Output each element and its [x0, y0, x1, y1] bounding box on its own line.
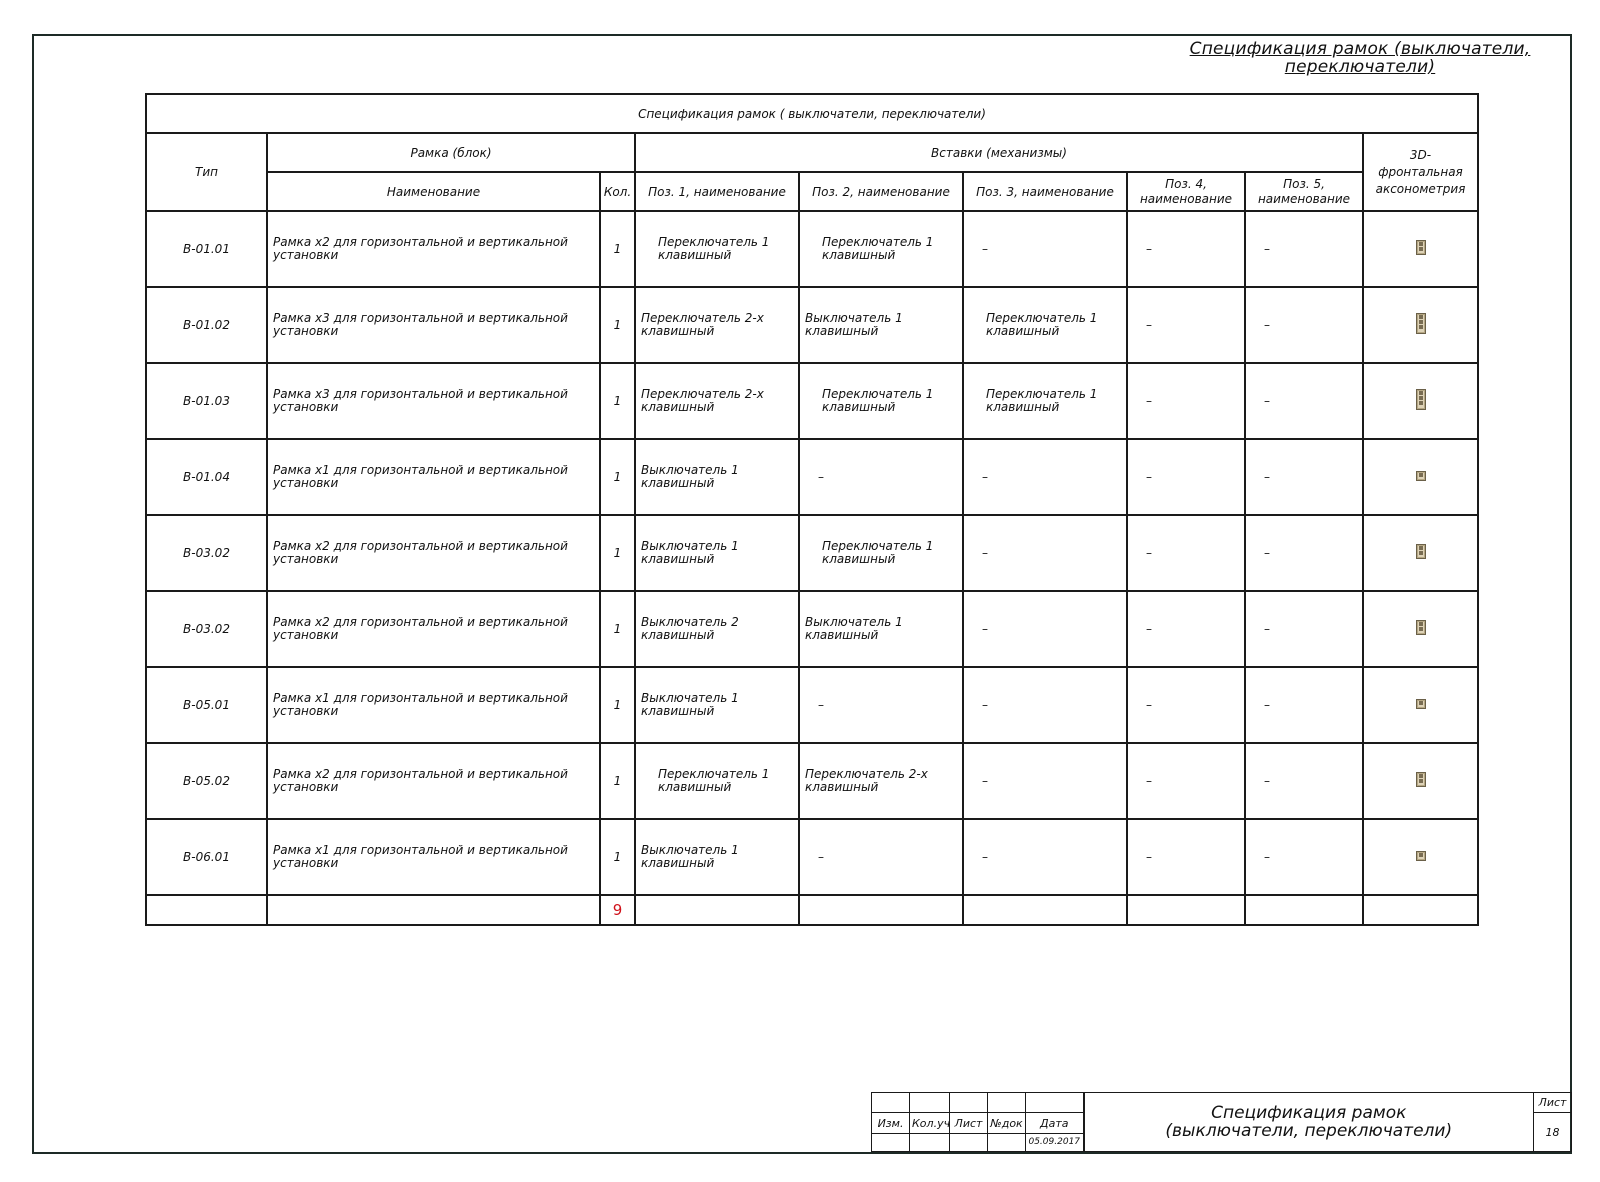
header-qty: Кол.	[600, 172, 635, 211]
cell-name: Рамка х3 для горизонтальной и вертикальной установки	[267, 363, 600, 439]
cell-axonometry	[1363, 287, 1478, 363]
cell-pos4: –	[1127, 743, 1245, 819]
cell-pos4: –	[1127, 515, 1245, 591]
cell-pos4: –	[1127, 287, 1245, 363]
page-title-line-2: переключатели)	[1284, 57, 1436, 77]
cell-pos4: –	[1127, 819, 1245, 895]
frame-2-icon	[1416, 772, 1426, 787]
cell-type: В-01.04	[146, 439, 267, 515]
stamp-title-line-2: (выключатели, переключатели)	[1165, 1121, 1453, 1141]
total-row	[146, 895, 1478, 925]
cell-type: В-01.01	[146, 211, 267, 287]
frame-3-icon	[1416, 313, 1426, 334]
header-name: Наименование	[267, 172, 600, 211]
frame-3-icon	[1416, 389, 1426, 410]
stamp-title	[1084, 1093, 1534, 1152]
cell-type: В-05.01	[146, 667, 267, 743]
cell-pos1: Переключатель 1 клавишный	[635, 211, 799, 287]
total-qty: 9	[600, 895, 635, 925]
cell-pos5: –	[1245, 819, 1363, 895]
table-row	[146, 211, 1478, 287]
cell-pos1: Переключатель 2-х клавишный	[635, 363, 799, 439]
cell-pos4: –	[1127, 591, 1245, 667]
cell-pos2: Переключатель 1 клавишный	[799, 515, 963, 591]
cell-type: В-03.02	[146, 591, 267, 667]
cell-type: В-05.02	[146, 743, 267, 819]
cell-pos2: Переключатель 2-х клавишный	[799, 743, 963, 819]
cell-name: Рамка х2 для горизонтальной и вертикальной установки	[267, 211, 600, 287]
cell-qty: 1	[600, 591, 635, 667]
cell-pos1: Выключатель 1 клавишный	[635, 667, 799, 743]
cell-qty: 1	[600, 287, 635, 363]
cell-axonometry	[1363, 667, 1478, 743]
cell-name: Рамка х1 для горизонтальной и вертикальной установки	[267, 667, 600, 743]
cell-qty: 1	[600, 211, 635, 287]
table-row	[146, 363, 1478, 439]
stamp-ndok: №док	[988, 1113, 1026, 1133]
cell-pos3: –	[963, 591, 1127, 667]
cell-type: В-01.03	[146, 363, 267, 439]
cell-qty: 1	[600, 743, 635, 819]
cell-name: Рамка х2 для горизонтальной и вертикальной установки	[267, 515, 600, 591]
header-frame-group: Рамка (блок)	[267, 133, 635, 172]
stamp-date-value: 05.09.2017	[1026, 1133, 1084, 1151]
cell-pos5: –	[1245, 439, 1363, 515]
cell-axonometry	[1363, 439, 1478, 515]
cell-pos5: –	[1245, 363, 1363, 439]
header-inserts-group: Вставки (механизмы)	[635, 133, 1363, 172]
cell-qty: 1	[600, 363, 635, 439]
cell-pos3: –	[963, 819, 1127, 895]
table-row	[146, 287, 1478, 363]
cell-pos3: –	[963, 667, 1127, 743]
cell-pos3: Переключатель 1 клавишный	[963, 287, 1127, 363]
table-row	[146, 667, 1478, 743]
stamp-kol-uch: Кол.уч	[910, 1113, 950, 1133]
cell-axonometry	[1363, 819, 1478, 895]
cell-name: Рамка х2 для горизонтальной и вертикальной установки	[267, 591, 600, 667]
cell-name: Рамка х3 для горизонтальной и вертикальной установки	[267, 287, 600, 363]
cell-pos2: Переключатель 1 клавишный	[799, 211, 963, 287]
cell-name: Рамка х1 для горизонтальной и вертикальной установки	[267, 819, 600, 895]
cell-axonometry	[1363, 743, 1478, 819]
frame-2-icon	[1416, 240, 1426, 255]
stamp-sheet-number: 18	[1534, 1113, 1572, 1152]
title-block	[871, 1092, 1572, 1152]
stamp-izm: Изм.	[872, 1113, 910, 1133]
cell-qty: 1	[600, 515, 635, 591]
table-row	[146, 743, 1478, 819]
stamp-title-line-1: Спецификация рамок	[1211, 1103, 1407, 1123]
cell-pos3: –	[963, 211, 1127, 287]
cell-axonometry	[1363, 515, 1478, 591]
frame-2-icon	[1416, 620, 1426, 635]
cell-qty: 1	[600, 439, 635, 515]
table-row	[146, 819, 1478, 895]
specification-table	[145, 93, 1479, 926]
table-row	[146, 591, 1478, 667]
cell-pos5: –	[1245, 211, 1363, 287]
cell-pos4: –	[1127, 363, 1245, 439]
frame-2-icon	[1416, 544, 1426, 559]
cell-qty: 1	[600, 819, 635, 895]
header-type: Тип	[146, 133, 267, 211]
header-pos2: Поз. 2, наименование	[799, 172, 963, 211]
cell-type: В-03.02	[146, 515, 267, 591]
cell-pos5: –	[1245, 515, 1363, 591]
cell-pos2: Выключатель 1 клавишный	[799, 591, 963, 667]
cell-pos4: –	[1127, 667, 1245, 743]
cell-pos3: –	[963, 439, 1127, 515]
cell-pos2: –	[799, 667, 963, 743]
header-pos5: Поз. 5, наименование	[1245, 172, 1363, 211]
frame-1-icon	[1416, 471, 1426, 481]
cell-axonometry	[1363, 591, 1478, 667]
cell-pos5: –	[1245, 287, 1363, 363]
cell-pos5: –	[1245, 743, 1363, 819]
cell-pos4: –	[1127, 439, 1245, 515]
cell-type: В-01.02	[146, 287, 267, 363]
cell-axonometry	[1363, 211, 1478, 287]
cell-pos3: Переключатель 1 клавишный	[963, 363, 1127, 439]
cell-pos2: –	[799, 819, 963, 895]
frame-1-icon	[1416, 851, 1426, 861]
frame-1-icon	[1416, 699, 1426, 709]
cell-qty: 1	[600, 667, 635, 743]
table-caption: Спецификация рамок ( выключатели, переключатели)	[146, 94, 1478, 133]
cell-pos5: –	[1245, 591, 1363, 667]
header-pos4: Поз. 4, наименование	[1127, 172, 1245, 211]
header-pos3: Поз. 3, наименование	[963, 172, 1127, 211]
cell-pos1: Выключатель 2 клавишный	[635, 591, 799, 667]
table-row	[146, 439, 1478, 515]
cell-pos3: –	[963, 743, 1127, 819]
cell-pos1: Выключатель 1 клавишный	[635, 439, 799, 515]
table-row	[146, 515, 1478, 591]
header-axonometry: 3D-фронтальная аксонометрия	[1363, 133, 1478, 211]
page-title	[1170, 40, 1550, 76]
cell-name: Рамка х2 для горизонтальной и вертикальной установки	[267, 743, 600, 819]
cell-pos5: –	[1245, 667, 1363, 743]
page-title-line-1: Спецификация рамок (выключатели,	[1189, 39, 1531, 59]
cell-name: Рамка х1 для горизонтальной и вертикальной установки	[267, 439, 600, 515]
stamp-list: Лист	[950, 1113, 988, 1133]
cell-pos3: –	[963, 515, 1127, 591]
cell-pos2: –	[799, 439, 963, 515]
header-pos1: Поз. 1, наименование	[635, 172, 799, 211]
cell-pos1: Выключатель 1 клавишный	[635, 819, 799, 895]
cell-type: В-06.01	[146, 819, 267, 895]
cell-pos4: –	[1127, 211, 1245, 287]
cell-pos1: Переключатель 2-х клавишный	[635, 287, 799, 363]
stamp-date: Дата	[1026, 1113, 1084, 1133]
cell-pos2: Выключатель 1 клавишный	[799, 287, 963, 363]
cell-pos1: Выключатель 1 клавишный	[635, 515, 799, 591]
stamp-sheet-label: Лист	[1534, 1093, 1572, 1113]
cell-pos1: Переключатель 1 клавишный	[635, 743, 799, 819]
cell-pos2: Переключатель 1 клавишный	[799, 363, 963, 439]
cell-axonometry	[1363, 363, 1478, 439]
